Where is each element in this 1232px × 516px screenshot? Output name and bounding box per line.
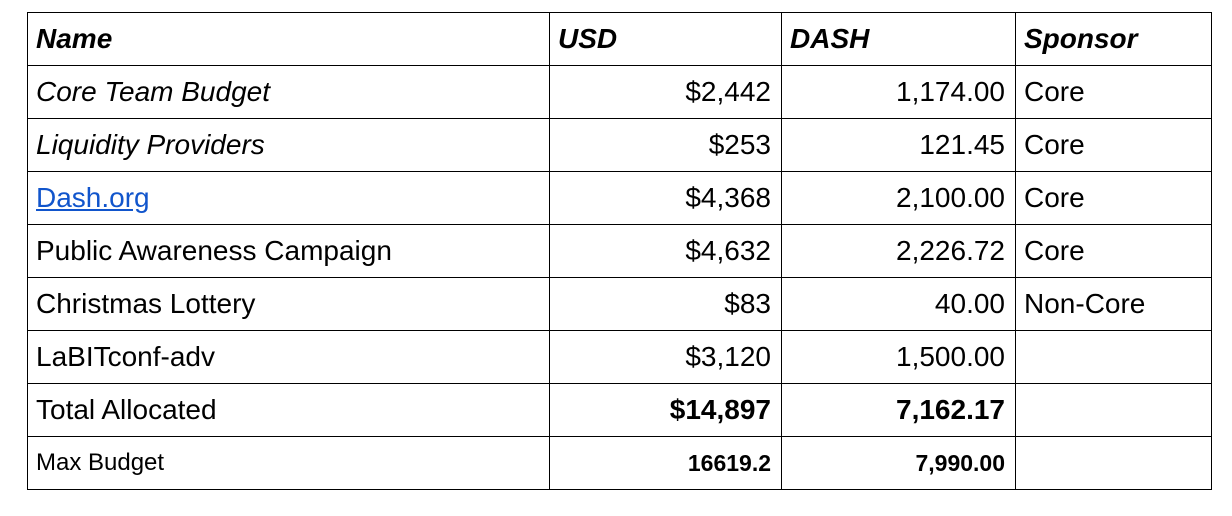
row-sponsor-cell: Core xyxy=(1016,119,1212,172)
row-sponsor-cell: Core xyxy=(1016,172,1212,225)
table-row xyxy=(28,119,1212,172)
row-name-cell: Christmas Lottery xyxy=(28,278,550,331)
row-dash-cell: 1,500.00 xyxy=(782,331,1016,384)
max-budget-row xyxy=(28,437,1212,490)
row-usd-cell: $4,632 xyxy=(550,225,782,278)
total-row xyxy=(28,384,1212,437)
row-sponsor-cell xyxy=(1016,331,1212,384)
row-dash-cell: 2,226.72 xyxy=(782,225,1016,278)
row-dash-cell: 2,100.00 xyxy=(782,172,1016,225)
row-name-cell: LaBITconf-adv xyxy=(28,331,550,384)
row-name-cell: Core Team Budget xyxy=(28,66,550,119)
header-row xyxy=(28,13,1212,66)
row-name-cell: Liquidity Providers xyxy=(28,119,550,172)
max-budget-sponsor-cell xyxy=(1016,437,1212,490)
dash-org-link[interactable]: Dash.org xyxy=(36,182,150,213)
row-dash-cell: 121.45 xyxy=(782,119,1016,172)
row-dash-cell: 40.00 xyxy=(782,278,1016,331)
table-row xyxy=(28,331,1212,384)
row-sponsor-cell: Core xyxy=(1016,225,1212,278)
max-budget-name-cell: Max Budget xyxy=(28,437,550,490)
row-name-cell: Public Awareness Campaign xyxy=(28,225,550,278)
total-usd-cell: $14,897 xyxy=(550,384,782,437)
header-usd: USD xyxy=(550,13,782,66)
row-sponsor-cell: Core xyxy=(1016,66,1212,119)
total-dash-cell: 7,162.17 xyxy=(782,384,1016,437)
row-usd-cell: $2,442 xyxy=(550,66,782,119)
budget-table xyxy=(27,12,1212,490)
header-dash: DASH xyxy=(782,13,1016,66)
row-sponsor-cell: Non-Core xyxy=(1016,278,1212,331)
row-usd-cell: $3,120 xyxy=(550,331,782,384)
max-budget-usd-cell: 16619.2 xyxy=(550,437,782,490)
row-usd-cell: $253 xyxy=(550,119,782,172)
row-usd-cell: $83 xyxy=(550,278,782,331)
table-row xyxy=(28,172,1212,225)
max-budget-dash-cell: 7,990.00 xyxy=(782,437,1016,490)
table-row xyxy=(28,66,1212,119)
table-row xyxy=(28,225,1212,278)
total-name-cell: Total Allocated xyxy=(28,384,550,437)
total-sponsor-cell xyxy=(1016,384,1212,437)
header-name: Name xyxy=(28,13,550,66)
row-name-cell xyxy=(28,172,550,225)
header-sponsor: Sponsor xyxy=(1016,13,1212,66)
row-usd-cell: $4,368 xyxy=(550,172,782,225)
table-row xyxy=(28,278,1212,331)
budget-table-container xyxy=(27,12,1212,490)
row-dash-cell: 1,174.00 xyxy=(782,66,1016,119)
